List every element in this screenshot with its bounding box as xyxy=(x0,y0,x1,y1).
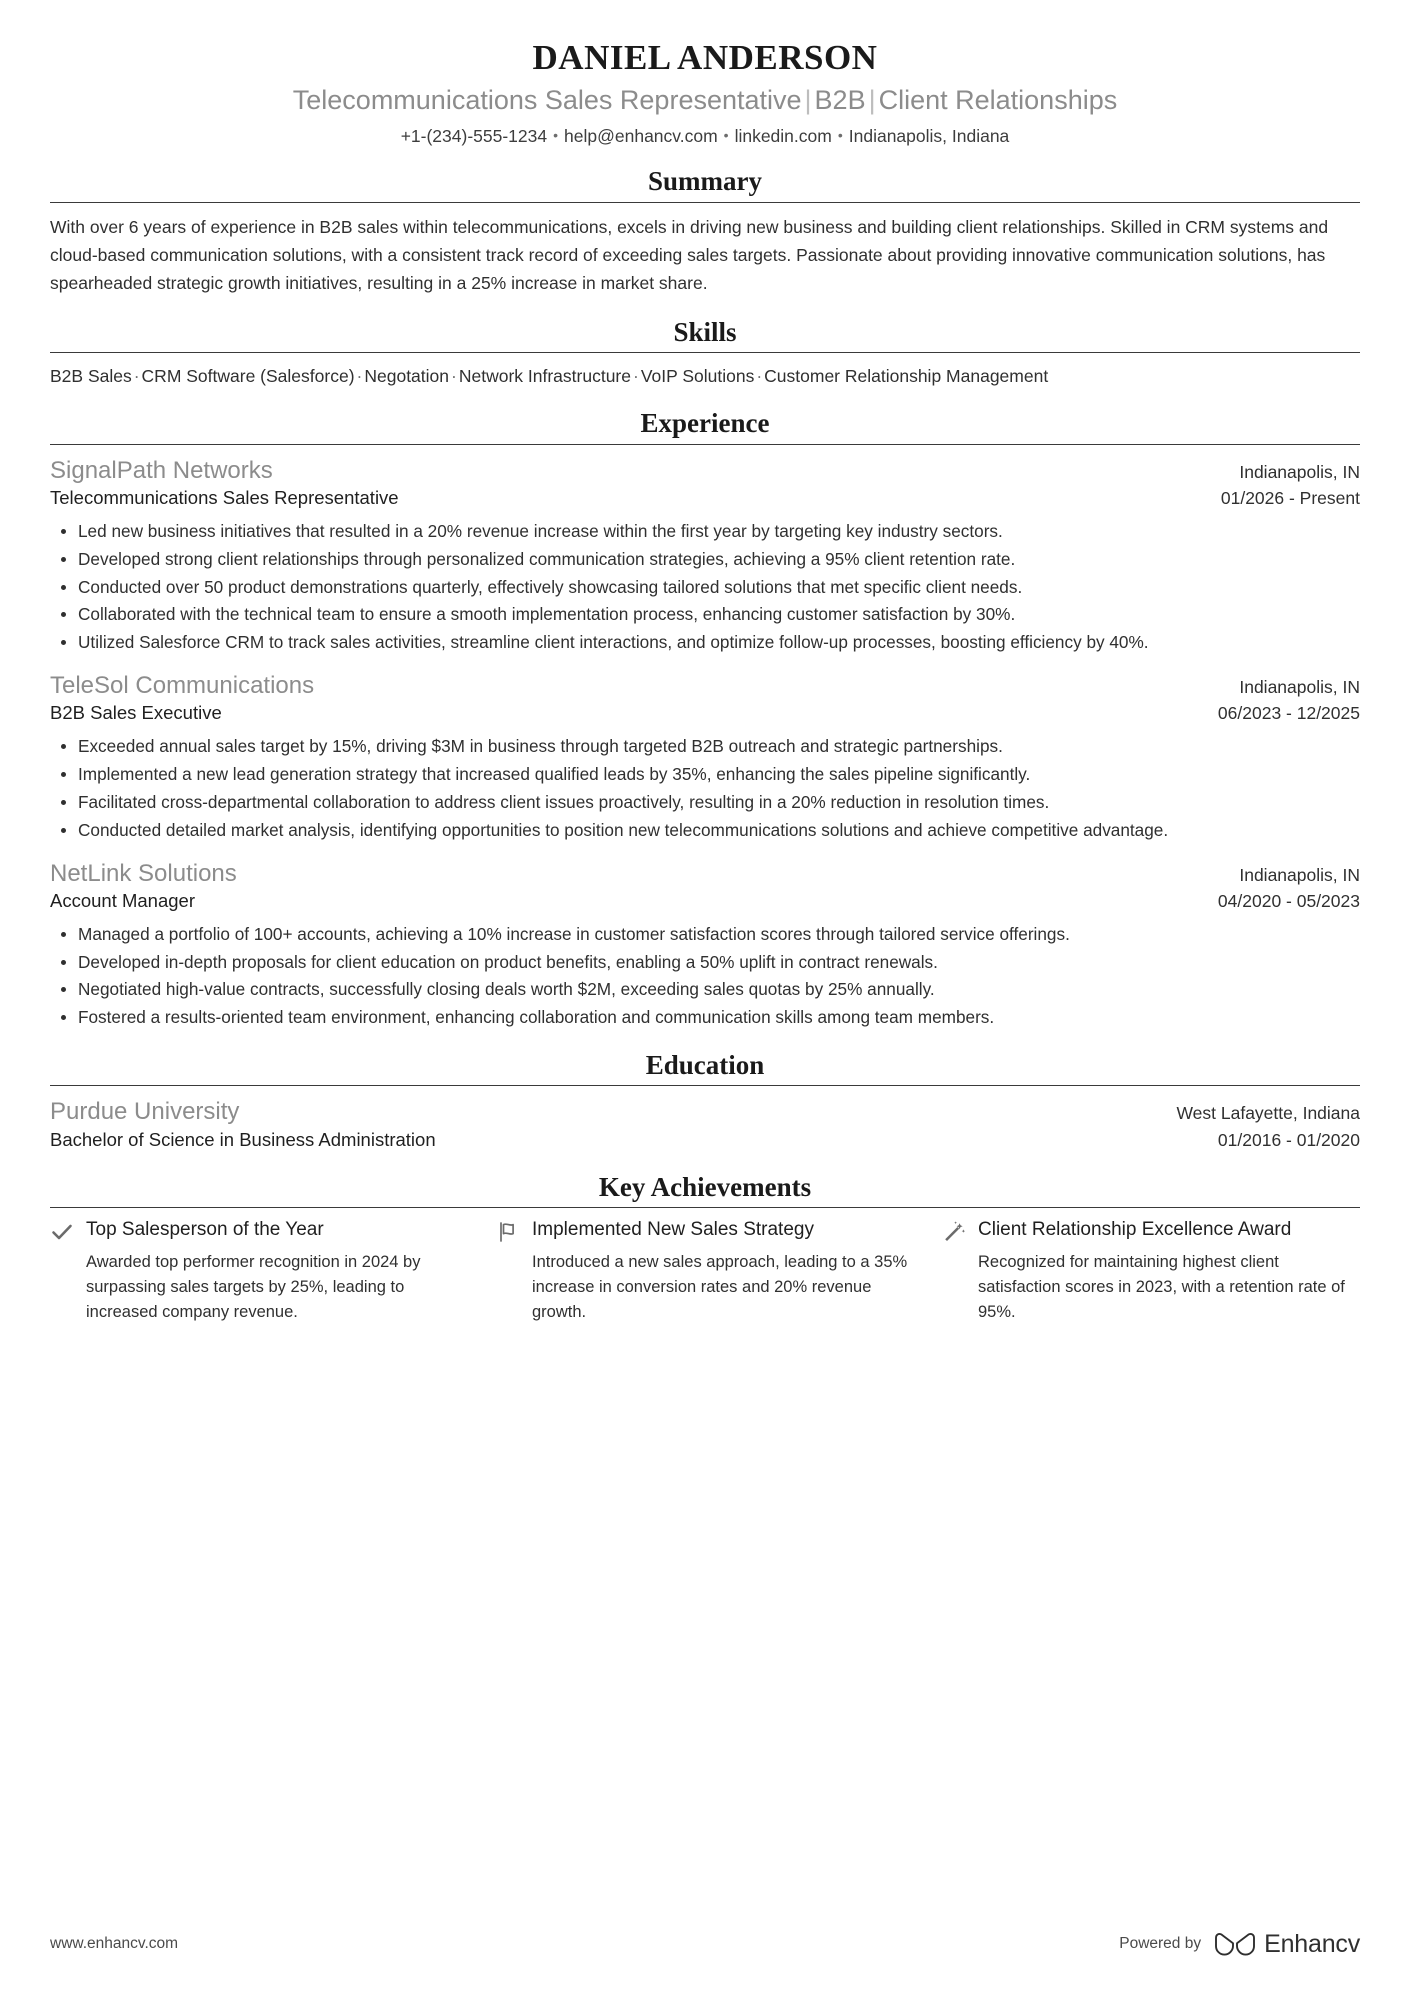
education-school: Purdue University xyxy=(50,1098,240,1126)
experience-title: B2B Sales Executive xyxy=(50,702,222,724)
section-title-experience: Experience xyxy=(640,408,770,439)
achievement-title: Top Salesperson of the Year xyxy=(86,1219,324,1241)
experience-bullet-list xyxy=(50,733,1360,843)
skill-item: Negotation xyxy=(364,366,450,387)
headline-separator: | xyxy=(804,85,812,116)
experience-entry-subheader xyxy=(50,701,1360,726)
footer-branding xyxy=(1119,1931,1360,1957)
page-footer xyxy=(50,1931,1360,1957)
flag-icon xyxy=(496,1220,520,1244)
achievement-description: Awarded top performer recognition in 2024 by surpassing sales targets by 25%, leading to increased company revenue. xyxy=(86,1253,421,1321)
section-title-skills: Skills xyxy=(673,316,737,347)
experience-bullet: Fostered a results-oriented team environment, enhancing collaboration and communication skills among team members. xyxy=(50,1004,1360,1031)
section-education xyxy=(50,1049,1360,1153)
footer-website-url[interactable]: www.enhancv.com xyxy=(50,1935,179,1952)
experience-bullet: Utilized Salesforce CRM to track sales activities, streamline client interactions, and optimize follow-up processes, boosting efficiency by 40%. xyxy=(50,629,1360,656)
experience-entry xyxy=(50,670,1360,843)
experience-entry-header xyxy=(50,455,1360,486)
experience-bullet-list xyxy=(50,518,1360,656)
education-location: West Lafayette, Indiana xyxy=(1176,1103,1360,1124)
achievement-description: Introduced a new sales approach, leading to a 35% increase in conversion rates and 20% revenue growth. xyxy=(532,1253,908,1321)
experience-title: Account Manager xyxy=(50,889,196,911)
enhancv-wordmark: Enhancv xyxy=(1264,1929,1360,1958)
enhancv-logo xyxy=(1213,1931,1360,1957)
experience-dates: 06/2023 - 12/2025 xyxy=(1217,703,1360,724)
experience-entry xyxy=(50,455,1360,656)
footer-powered-by-label: Powered by xyxy=(1119,1935,1202,1952)
section-divider xyxy=(50,1207,1360,1208)
experience-bullet: Conducted over 50 product demonstrations quarterly, effectively showcasing tailored solutions that met specific client needs. xyxy=(50,574,1360,601)
contact-linkedin[interactable]: linkedin.com xyxy=(734,125,832,146)
headline-part-0: Telecommunications Sales Representative xyxy=(292,85,802,116)
education-entry-subheader xyxy=(50,1128,1360,1153)
experience-entry xyxy=(50,858,1360,1031)
achievements-grid xyxy=(50,1218,1360,1324)
skill-separator: · xyxy=(356,366,363,387)
section-experience xyxy=(50,407,1360,1031)
section-title-education: Education xyxy=(645,1050,765,1081)
section-divider xyxy=(50,202,1360,203)
experience-bullet: Conducted detailed market analysis, identifying opportunities to position new telecommunications solutions and achieve competitive advantage. xyxy=(50,817,1360,844)
experience-entry-header xyxy=(50,670,1360,701)
experience-entry-subheader xyxy=(50,486,1360,511)
experience-bullet: Negotiated high-value contracts, successfully closing deals worth $2M, exceeding sales quotas by 25% annually. xyxy=(50,976,1360,1003)
section-divider xyxy=(50,352,1360,353)
achievement-item xyxy=(50,1218,468,1324)
experience-bullet: Collaborated with the technical team to ensure a smooth implementation process, enhancing customer satisfaction by 30%. xyxy=(50,601,1360,628)
skill-separator: · xyxy=(632,366,639,387)
section-divider xyxy=(50,444,1360,445)
experience-bullet: Developed strong client relationships through personalized communication strategies, achieving a 95% client retention rate. xyxy=(50,546,1360,573)
education-entry-header xyxy=(50,1096,1360,1127)
skill-item: CRM Software (Salesforce) xyxy=(141,366,355,387)
contact-separator: • xyxy=(837,126,843,143)
experience-entry-header xyxy=(50,858,1360,889)
section-skills xyxy=(50,316,1360,390)
achievement-description: Recognized for maintaining highest client satisfaction scores in 2023, with a retention rate of 95%. xyxy=(978,1253,1345,1321)
skill-separator: · xyxy=(133,366,140,387)
contact-email[interactable]: help@enhancv.com xyxy=(564,125,718,146)
achievement-header xyxy=(496,1218,914,1244)
achievement-header xyxy=(50,1218,468,1244)
magic-wand-icon xyxy=(942,1220,966,1244)
section-title-summary: Summary xyxy=(648,166,762,197)
headline-part-1: B2B xyxy=(814,85,866,116)
section-summary xyxy=(50,165,1360,297)
experience-bullet: Implemented a new lead generation strategy that increased qualified leads by 35%, enhancing the sales pipeline significantly. xyxy=(50,761,1360,788)
experience-dates: 01/2026 - Present xyxy=(1220,488,1360,509)
skills-list xyxy=(50,363,1360,389)
experience-bullet: Exceeded annual sales target by 15%, driving $3M in business through targeted B2B outreach and strategic partnerships. xyxy=(50,733,1360,760)
education-degree: Bachelor of Science in Business Administration xyxy=(50,1128,436,1150)
experience-title: Telecommunications Sales Representative xyxy=(50,487,399,509)
experience-bullet: Facilitated cross-departmental collaboration to address client issues proactively, resulting in a 20% reduction in resolution times. xyxy=(50,789,1360,816)
experience-bullet-list xyxy=(50,921,1360,1031)
resume-header xyxy=(50,0,1360,147)
contact-line xyxy=(50,125,1360,148)
section-key-achievements xyxy=(50,1171,1360,1325)
summary-text: With over 6 years of experience in B2B sales within telecommunications, excels in driving new business and building client relationships. Skilled in CRM systems and cloud-based communication solutions, with a consistent track record of exceeding sales targets. Passionate about providing innovative communication solutions, has spearheaded strategic growth initiatives, resulting in a 25% increase in market share. xyxy=(50,216,1329,294)
check-icon xyxy=(50,1220,74,1244)
skill-separator: · xyxy=(756,366,763,387)
achievement-item xyxy=(942,1218,1360,1324)
section-divider xyxy=(50,1085,1360,1086)
achievement-header xyxy=(942,1218,1360,1244)
skill-separator: · xyxy=(451,366,457,387)
skill-item: Customer Relationship Management xyxy=(764,366,1049,387)
achievement-item xyxy=(496,1218,914,1324)
contact-separator: • xyxy=(553,126,559,143)
experience-dates: 04/2020 - 05/2023 xyxy=(1217,890,1360,911)
experience-entry-subheader xyxy=(50,889,1360,914)
contact-phone: +1-(234)-555-1234 xyxy=(400,125,548,146)
experience-company: NetLink Solutions xyxy=(50,859,237,887)
experience-location: Indianapolis, IN xyxy=(1239,677,1360,698)
section-title-key-achievements: Key Achievements xyxy=(598,1171,812,1202)
skill-item: Network Infrastructure xyxy=(458,366,631,387)
experience-company: SignalPath Networks xyxy=(50,456,273,484)
experience-bullet: Developed in-depth proposals for client education on product benefits, enabling a 50% uplift in contract renewals. xyxy=(50,949,1360,976)
experience-location: Indianapolis, IN xyxy=(1239,864,1360,885)
education-dates: 01/2016 - 01/2020 xyxy=(1217,1129,1360,1150)
experience-location: Indianapolis, IN xyxy=(1239,461,1360,482)
experience-company: TeleSol Communications xyxy=(50,672,315,700)
enhancv-mark-icon xyxy=(1213,1931,1257,1957)
achievement-title: Client Relationship Excellence Award xyxy=(978,1219,1292,1241)
headline-part-2: Client Relationships xyxy=(878,85,1118,116)
contact-location: Indianapolis, Indiana xyxy=(848,125,1010,146)
experience-bullet: Managed a portfolio of 100+ accounts, achieving a 10% increase in customer satisfaction scores through tailored service offerings. xyxy=(50,921,1360,948)
candidate-name: DANIEL ANDERSON xyxy=(532,38,878,77)
contact-separator: • xyxy=(723,126,729,143)
candidate-headline xyxy=(50,84,1360,116)
education-entry xyxy=(50,1096,1360,1152)
skill-item: B2B Sales xyxy=(50,366,132,387)
skill-item: VoIP Solutions xyxy=(640,366,755,387)
achievement-title: Implemented New Sales Strategy xyxy=(532,1219,814,1241)
experience-bullet: Led new business initiatives that resulted in a 20% revenue increase within the first year by targeting key industry sectors. xyxy=(50,518,1360,545)
headline-separator: | xyxy=(868,85,876,116)
